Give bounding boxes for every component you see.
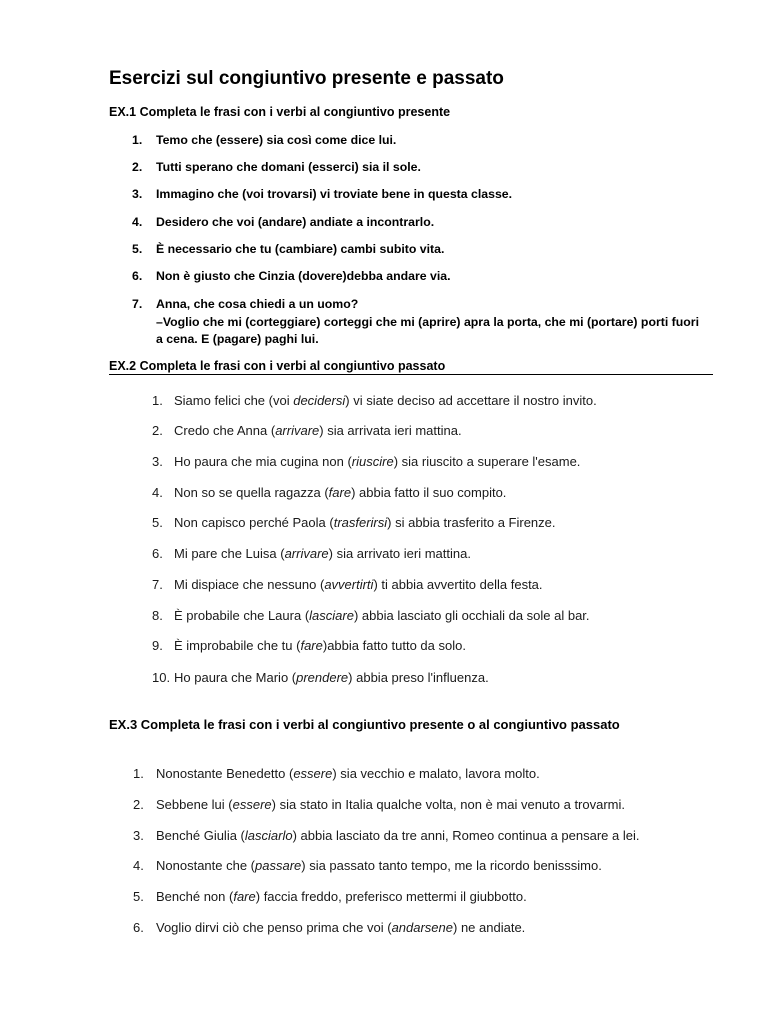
item-number: 3.	[132, 187, 143, 201]
item-text-before: Credo che Anna (	[174, 423, 276, 438]
item-text-after: ) abbia fatto il suo compito.	[351, 485, 507, 500]
item-number: 4.	[152, 485, 163, 500]
item-number: 9.	[152, 638, 163, 653]
verb-infinitive: arrivare	[275, 423, 320, 438]
item-text-after: ) faccia freddo, preferisco mettermi il giubbotto.	[255, 889, 527, 904]
item-text-after: ) sia stato in Italia qualche volta, non è mai venuto a trovarmi.	[271, 797, 626, 812]
list-item	[132, 133, 396, 147]
list-item	[152, 670, 489, 685]
list-item	[152, 393, 597, 408]
list-item	[133, 889, 527, 904]
list-item	[132, 269, 451, 283]
verb-infinitive: fare	[300, 638, 323, 653]
item-text-before: È probabile che Laura (	[174, 608, 310, 623]
item-number: 6.	[152, 546, 163, 561]
exercise-3-heading: EX.3 Completa le frasi con i verbi al congiuntivo presente o al congiuntivo passato	[109, 717, 620, 732]
item-text-before: Non capisco perché Paola (	[174, 515, 334, 530]
item-text: Tutti sperano che domani (esserci) sia il sole.	[156, 160, 421, 174]
verb-infinitive: passare	[255, 858, 302, 873]
verb-infinitive: lasciarlo	[244, 828, 293, 843]
item-text: Anna, che cosa chiedi a un uomo?	[156, 297, 359, 311]
item-text-after: ) sia arrivato ieri mattina.	[328, 546, 471, 561]
list-item	[133, 920, 525, 935]
verb-infinitive: essere	[293, 766, 333, 781]
list-item	[132, 215, 434, 229]
verb-infinitive: trasferirsi	[333, 515, 388, 530]
item-number: 5.	[152, 515, 163, 530]
item-text: Non è giusto che Cinzia (dovere)debba andare via.	[156, 269, 451, 283]
item-number: 8.	[152, 608, 163, 623]
item-number: 6.	[133, 920, 144, 935]
item-text-before: Ho paura che mia cugina non (	[174, 454, 352, 469]
list-item	[132, 297, 358, 311]
list-item	[152, 515, 556, 530]
item-text-before: Voglio dirvi ciò che penso prima che voi (	[156, 920, 392, 935]
item-text: Immagino che (voi trovarsi) vi troviate bene in questa classe.	[156, 187, 513, 201]
item-text: È necessario che tu (cambiare) cambi subito vita.	[156, 242, 445, 256]
item-number: 6.	[132, 269, 143, 283]
list-item	[152, 577, 543, 592]
item-text-before: Nonostante che (	[156, 858, 256, 873]
item-text: Temo che (essere) sia così come dice lui.	[156, 133, 397, 147]
item-number: 2.	[132, 160, 143, 174]
verb-infinitive: avvertirti	[324, 577, 374, 592]
verb-infinitive: prendere	[296, 670, 349, 685]
verb-infinitive: riuscire	[351, 454, 394, 469]
item-text-before: È improbabile che tu (	[174, 638, 301, 653]
item-number: 1.	[132, 133, 143, 147]
item-number: 7.	[132, 297, 143, 311]
item-text-before: Non so se quella ragazza (	[174, 485, 329, 500]
verb-infinitive: lasciare	[309, 608, 354, 623]
item-text-before: Nonostante Benedetto (	[156, 766, 294, 781]
item-number: 5.	[132, 242, 143, 256]
item-number: 3.	[152, 454, 163, 469]
list-item	[152, 454, 580, 469]
item-text-after: ) vi siate deciso ad accettare il nostro invito.	[345, 393, 597, 408]
list-item	[152, 423, 462, 438]
item-number: 5.	[133, 889, 144, 904]
document-title: Esercizi sul congiuntivo presente e passato	[109, 68, 504, 89]
item-text-before: Sebbene lui (	[156, 797, 233, 812]
item-continuation: a cena. E (pagare) paghi lui.	[156, 332, 319, 346]
verb-infinitive: arrivare	[284, 546, 329, 561]
exercise-2-heading: EX.2 Completa le frasi con i verbi al congiuntivo passato	[109, 359, 713, 375]
verb-infinitive: essere	[232, 797, 272, 812]
list-item	[132, 187, 512, 201]
item-number: 1.	[133, 766, 144, 781]
item-text-after: ) sia vecchio e malato, lavora molto.	[332, 766, 540, 781]
list-item	[152, 485, 506, 500]
item-text-after: ) ti abbia avvertito della festa.	[373, 577, 543, 592]
list-item	[132, 160, 421, 174]
item-number: 2.	[133, 797, 144, 812]
item-text-before: Benché non (	[156, 889, 234, 904]
item-number: 3.	[133, 828, 144, 843]
verb-infinitive: andarsene	[391, 920, 454, 935]
item-text: Desidero che voi (andare) andiate a incontrarlo.	[156, 215, 435, 229]
list-item	[132, 242, 444, 256]
item-text-before: Ho paura che Mario (	[174, 670, 297, 685]
item-text-after: ) abbia lasciato da tre anni, Romeo continua a pensare a lei.	[292, 828, 640, 843]
item-number: 10.	[152, 670, 171, 685]
list-item	[133, 858, 602, 873]
list-item	[133, 797, 625, 812]
item-number: 2.	[152, 423, 163, 438]
list-item	[133, 766, 540, 781]
item-text-after: ) sia passato tanto tempo, me la ricordo benisssimo.	[301, 858, 602, 873]
item-number: 1.	[152, 393, 163, 408]
item-number: 7.	[152, 577, 163, 592]
item-number: 4.	[132, 215, 143, 229]
item-text-after: ) sia riuscito a superare l'esame.	[393, 454, 581, 469]
item-text-after: )abbia fatto tutto da solo.	[322, 638, 466, 653]
verb-infinitive: decidersi	[293, 393, 346, 408]
item-text-after: ) sia arrivata ieri mattina.	[319, 423, 462, 438]
item-text-before: Mi dispiace che nessuno (	[174, 577, 325, 592]
list-item	[133, 828, 639, 843]
item-text-after: ) si abbia trasferito a Firenze.	[387, 515, 556, 530]
item-continuation: –Voglio che mi (corteggiare) corteggi che mi (aprire) apra la porta, che mi (portare) porti fuori	[156, 315, 699, 329]
item-text-after: ) ne andiate.	[453, 920, 526, 935]
list-item	[152, 546, 471, 561]
item-number: 4.	[133, 858, 144, 873]
item-text-before: Siamo felici che (voi	[174, 393, 294, 408]
verb-infinitive: fare	[233, 889, 256, 904]
exercise-1-heading: EX.1 Completa le frasi con i verbi al congiuntivo presente	[109, 105, 451, 119]
item-text-after: ) abbia preso l'influenza.	[348, 670, 489, 685]
item-text-after: ) abbia lasciato gli occhiali da sole al bar.	[353, 608, 590, 623]
verb-infinitive: fare	[328, 485, 352, 500]
list-item	[152, 638, 466, 653]
item-text-before: Benché Giulia (	[156, 828, 245, 843]
item-text-before: Mi pare che Luisa (	[174, 546, 285, 561]
list-item	[152, 608, 590, 623]
